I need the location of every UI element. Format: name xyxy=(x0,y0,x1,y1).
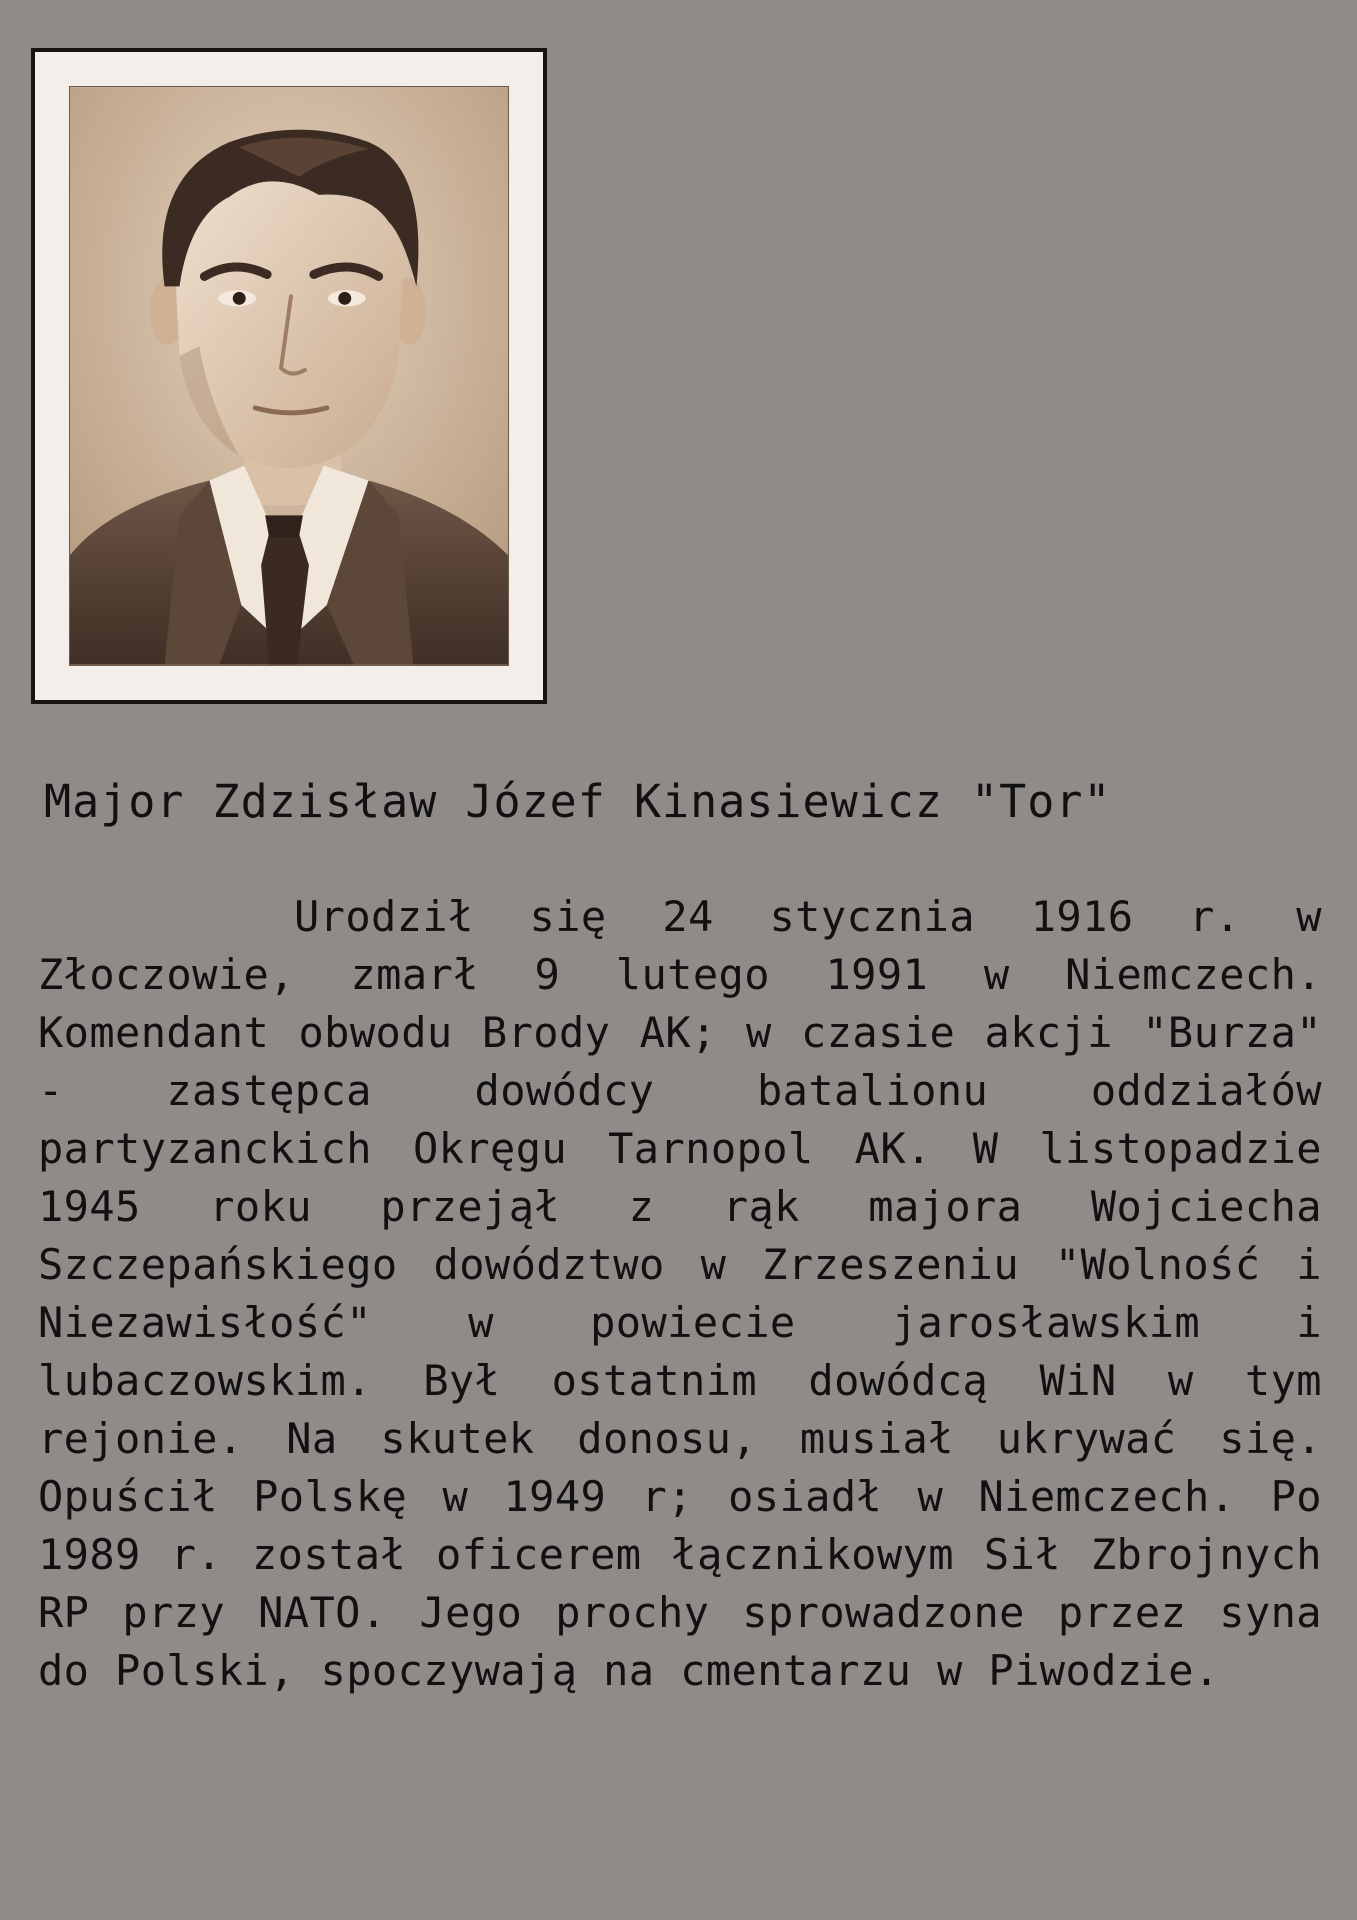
portrait-frame xyxy=(31,48,547,704)
biography-text: Urodził się 24 stycznia 1916 r. w Złoczowie, zmarł 9 lutego 1991 w Niemczech. Komendant obwodu Brody AK; w czasie akcji "Burza" - zastępca dowódcy batalionu oddziałów partyzanckich Okręgu Tarnopol AK. W listopadzie 1945 roku przejął z rąk majora Wojciecha Szczepańskiego dowództwo w Zrzeszeniu "Wolność i Niezawisłość" w powiecie jarosławskim i lubaczowskim. Był ostatnim dowódcą WiN w tym rejonie. Na skutek donosu, musiał ukrywać się. Opuścił Polskę w 1949 r; osiadł w Niemczech. Po 1989 r. został oficerem łącznikowym Sił Zbrojnych RP przy NATO. Jego prochy sprowadzone przez syna do Polski, spoczywają na cmentarzu w Piwodzie. xyxy=(38,892,1322,1695)
portrait-illustration xyxy=(70,87,508,665)
portrait-photo xyxy=(69,86,509,666)
page-title: Major Zdzisław Józef Kinasiewicz "Tor" xyxy=(44,775,1112,828)
